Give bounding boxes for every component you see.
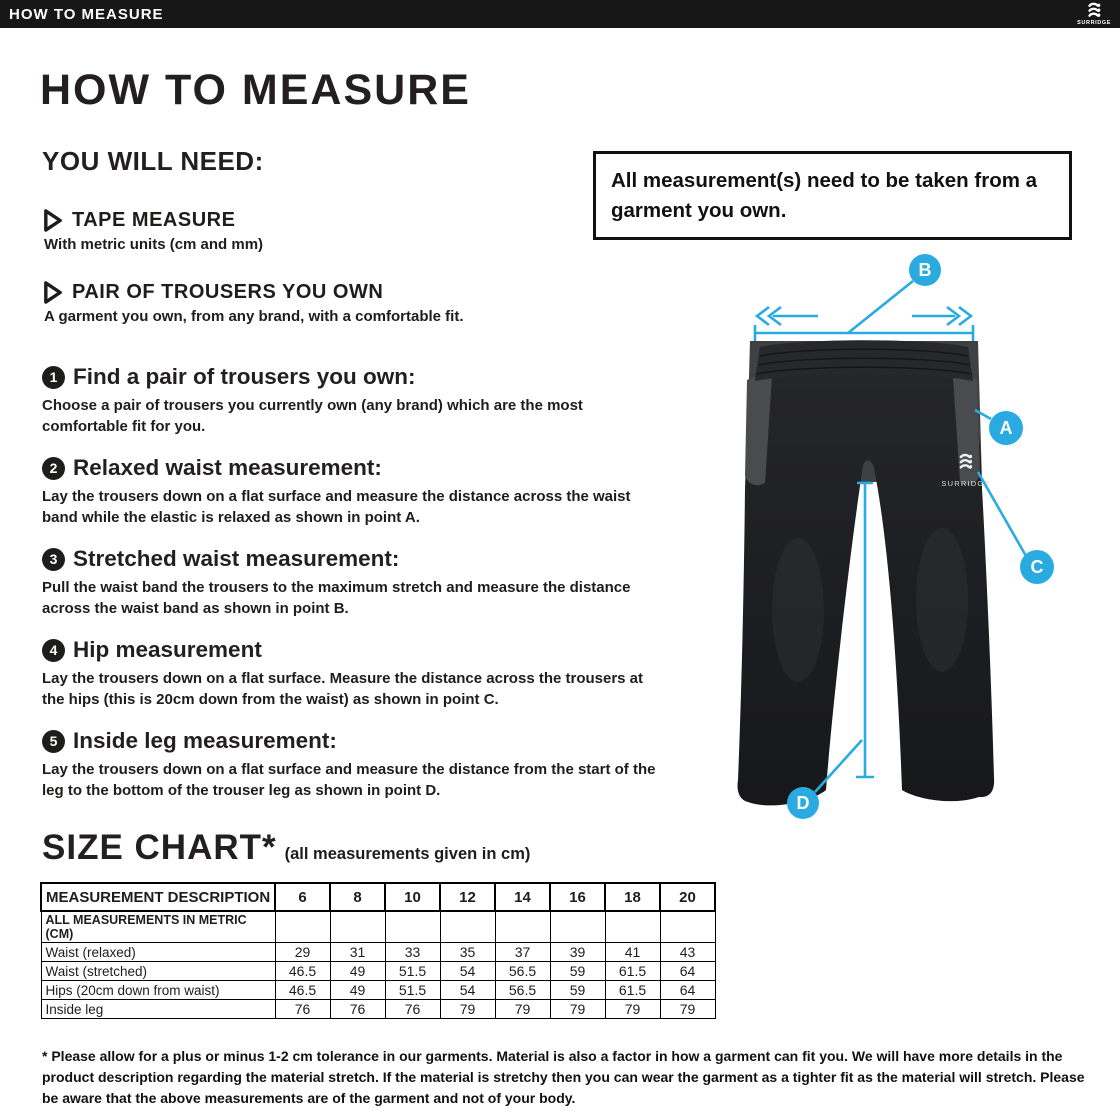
- step-number-badge: 1: [42, 366, 65, 389]
- table-header-row: [41, 883, 715, 911]
- header-cell: 8: [330, 883, 385, 911]
- cell: 54: [440, 981, 495, 1000]
- cell: 37: [495, 943, 550, 962]
- cell: 76: [385, 1000, 440, 1019]
- triangle-bullet-icon: [42, 208, 63, 233]
- table-row: [41, 962, 715, 981]
- step-2: [42, 455, 660, 529]
- measurement-note-box: All measurement(s) need to be taken from a garment you own.: [593, 151, 1072, 240]
- cell: 43: [660, 943, 715, 962]
- size-chart-subtitle: (all measurements given in cm): [284, 845, 531, 863]
- step-number-badge: 2: [42, 457, 65, 480]
- step-body: Choose a pair of trousers you currently own (any brand) which are the most comfortable fit for you.: [42, 397, 583, 436]
- cell: 54: [440, 962, 495, 981]
- step-number-badge: 5: [42, 730, 65, 753]
- step-5: [42, 728, 660, 802]
- point-d-label: [787, 787, 819, 819]
- window-title: HOW TO MEASURE: [9, 5, 164, 23]
- row-label: Waist (stretched): [41, 962, 275, 981]
- header-cell: 12: [440, 883, 495, 911]
- page-title: HOW TO MEASURE: [40, 66, 471, 114]
- cell: 79: [605, 1000, 660, 1019]
- cell: 76: [330, 1000, 385, 1019]
- size-chart-heading: [42, 828, 530, 868]
- cell: 79: [660, 1000, 715, 1019]
- cell: 46.5: [275, 981, 330, 1000]
- step-number-badge: 4: [42, 639, 65, 662]
- step-3: [42, 546, 660, 620]
- point-c-label: [1020, 550, 1054, 584]
- need-item-subtitle: A garment you own, from any brand, with a comfortable fit.: [44, 308, 464, 325]
- triangle-bullet-icon: [42, 280, 63, 305]
- header-cell: 14: [495, 883, 550, 911]
- cell: 29: [275, 943, 330, 962]
- cell: 31: [330, 943, 385, 962]
- step-4: [42, 637, 660, 711]
- header-cell: 20: [660, 883, 715, 911]
- step-body: Lay the trousers down on a flat surface and measure the distance from the start of the leg to the bottom of the trouser leg as shown in point D.: [42, 761, 656, 800]
- need-item-title: PAIR OF TROUSERS YOU OWN: [72, 281, 384, 303]
- cell: 41: [605, 943, 660, 962]
- brand-name: SURRIDGE: [1077, 19, 1111, 26]
- step-body: Lay the trousers down on a flat surface and measure the distance across the waist band while the elastic is relaxed as shown in point A.: [42, 488, 631, 527]
- cell: 76: [275, 1000, 330, 1019]
- pants-brand-text: SURRIDGE: [941, 479, 991, 488]
- svg-text:D: D: [796, 793, 810, 813]
- need-item-subtitle: With metric units (cm and mm): [44, 236, 264, 253]
- table-row: [41, 981, 715, 1000]
- tolerance-footnote: * Please allow for a plus or minus 1-2 cm tolerance in our garments. Material is also a factor in how a garment can fit you. We will have more details in the product description regarding the material stretch. If the material is stretchy then you can wear the garment as a tighter fit as the material will stretch. Please be aware that the above measurements are of the garment and not of your body.: [42, 1048, 1085, 1106]
- svg-text:B: B: [918, 260, 932, 280]
- header-cell: 16: [550, 883, 605, 911]
- point-b-label: [909, 254, 941, 286]
- cell: 49: [330, 981, 385, 1000]
- cell: 33: [385, 943, 440, 962]
- header-cell: 18: [605, 883, 660, 911]
- step-heading: Inside leg measurement:: [73, 728, 337, 753]
- size-chart-table: [40, 882, 716, 1019]
- cell: 35: [440, 943, 495, 962]
- cell: 59: [550, 962, 605, 981]
- trousers-illustration: [690, 250, 1075, 870]
- step-number-badge: 3: [42, 548, 65, 571]
- cell: 51.5: [385, 981, 440, 1000]
- cell: 61.5: [605, 981, 660, 1000]
- cell: 56.5: [495, 981, 550, 1000]
- cell: 59: [550, 981, 605, 1000]
- table-row: [41, 1000, 715, 1019]
- step-1: [42, 364, 660, 438]
- step-heading: Relaxed waist measurement:: [73, 455, 382, 480]
- header-cell: 10: [385, 883, 440, 911]
- cell: 39: [550, 943, 605, 962]
- step-body: Lay the trousers down on a flat surface. Measure the distance across the trousers at the hips (this is 20cm down from the waist) as shown in point C.: [42, 670, 644, 709]
- need-item-title: TAPE MEASURE: [72, 209, 236, 231]
- cell: 64: [660, 981, 715, 1000]
- row-label: Waist (relaxed): [41, 943, 275, 962]
- cell: 61.5: [605, 962, 660, 981]
- metric-label-cell: ALL MEASUREMENTS IN METRIC (CM): [41, 911, 275, 943]
- svg-text:C: C: [1030, 557, 1044, 577]
- cell: 56.5: [495, 962, 550, 981]
- point-a-label: [989, 411, 1023, 445]
- surridge-s-icon: [1086, 2, 1102, 20]
- cell: 51.5: [385, 962, 440, 981]
- step-heading: Find a pair of trousers you own:: [73, 364, 416, 389]
- need-item-trousers: [42, 280, 463, 325]
- cell: 79: [440, 1000, 495, 1019]
- table-metric-row: [41, 911, 715, 943]
- cell: 49: [330, 962, 385, 981]
- step-heading: Hip measurement: [73, 637, 262, 662]
- table-row: [41, 943, 715, 962]
- need-item-tape-measure: [42, 208, 263, 253]
- header-cell: MEASUREMENT DESCRIPTION: [41, 883, 275, 911]
- svg-text:A: A: [999, 418, 1013, 438]
- cell: 64: [660, 962, 715, 981]
- step-body: Pull the waist band the trousers to the maximum stretch and measure the distance across the waist band as shown in point B.: [42, 579, 631, 618]
- header-cell: 6: [275, 883, 330, 911]
- size-chart-title: SIZE CHART*: [42, 828, 277, 867]
- top-bar: [0, 0, 1120, 28]
- you-will-need-heading: YOU WILL NEED:: [42, 146, 264, 176]
- trousers-measurement-diagram: [690, 250, 1075, 870]
- row-label: Hips (20cm down from waist): [41, 981, 275, 1000]
- row-label: Inside leg: [41, 1000, 275, 1019]
- cell: 79: [495, 1000, 550, 1019]
- surridge-logo: [1077, 2, 1111, 27]
- step-heading: Stretched waist measurement:: [73, 546, 400, 571]
- cell: 79: [550, 1000, 605, 1019]
- cell: 46.5: [275, 962, 330, 981]
